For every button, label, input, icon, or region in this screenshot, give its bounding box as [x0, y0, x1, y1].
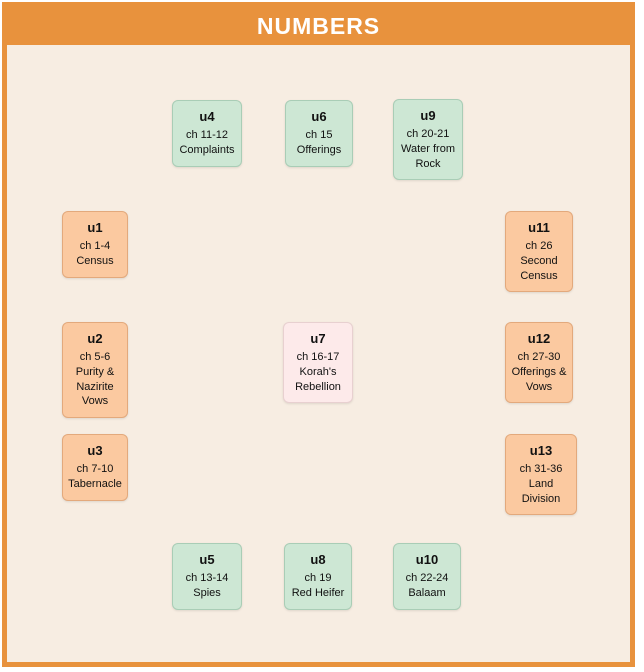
unit-topic-label: Spies [193, 586, 221, 599]
unit-topic-label: Land Division [521, 477, 561, 505]
unit-chapters-label: ch 31-36 [519, 462, 563, 475]
unit-topic-label: Census [76, 254, 114, 267]
unit-id-label: u4 [199, 109, 215, 124]
unit-id-label: u3 [87, 443, 103, 458]
unit-card[interactable] [172, 100, 242, 167]
unit-card[interactable] [172, 543, 242, 610]
unit-topic-label: Korah's Rebellion [295, 365, 341, 393]
unit-id-label: u7 [310, 331, 326, 346]
unit-chapters-label: ch 22-24 [405, 571, 449, 584]
unit-topic-label: Offerings & Vows [511, 365, 567, 393]
unit-id-label: u11 [528, 220, 550, 235]
unit-card[interactable] [505, 322, 573, 403]
unit-id-label: u9 [420, 108, 436, 123]
unit-topic-label: Red Heifer [291, 586, 345, 599]
unit-card[interactable] [393, 543, 461, 610]
unit-chapters-label: ch 26 [525, 239, 553, 252]
unit-topic-label: Offerings [296, 143, 342, 156]
unit-id-label: u12 [527, 331, 551, 346]
unit-card[interactable] [284, 543, 352, 610]
unit-topic-label: Balaam [408, 586, 446, 599]
unit-topic-label: Tabernacle [68, 477, 122, 490]
unit-chapters-label: ch 5-6 [79, 350, 111, 363]
unit-id-label: u10 [415, 552, 439, 567]
unit-id-label: u2 [87, 331, 103, 346]
unit-topic-label: Complaints [179, 143, 235, 156]
page-title: NUMBERS [256, 12, 381, 39]
unit-chapters-label: ch 1-4 [79, 239, 111, 252]
unit-card[interactable] [283, 322, 353, 403]
unit-id-label: u13 [529, 443, 553, 458]
unit-chapters-label: ch 27-30 [517, 350, 561, 363]
unit-chapters-label: ch 20-21 [406, 127, 450, 140]
unit-chapters-label: ch 7-10 [76, 462, 114, 475]
unit-topic-label: Water from Rock [401, 142, 455, 170]
unit-chapters-label: ch 13-14 [185, 571, 229, 584]
unit-chapters-label: ch 11-12 [186, 128, 228, 141]
unit-topic-label: Purity & Nazirite Vows [75, 365, 115, 408]
unit-id-label: u5 [199, 552, 215, 567]
unit-id-label: u1 [87, 220, 103, 235]
unit-card[interactable] [505, 211, 573, 292]
unit-card[interactable] [62, 434, 128, 501]
unit-card[interactable] [62, 322, 128, 418]
unit-id-label: u8 [310, 552, 326, 567]
unit-topic-label: Second Census [520, 254, 558, 282]
unit-chapters-label: ch 15 [305, 128, 333, 141]
unit-card[interactable] [62, 211, 128, 278]
unit-chapters-label: ch 16-17 [296, 350, 340, 363]
unit-card[interactable] [393, 99, 463, 180]
unit-card[interactable] [505, 434, 577, 515]
unit-card[interactable] [285, 100, 353, 167]
unit-id-label: u6 [311, 109, 327, 124]
unit-chapters-label: ch 19 [304, 571, 332, 584]
